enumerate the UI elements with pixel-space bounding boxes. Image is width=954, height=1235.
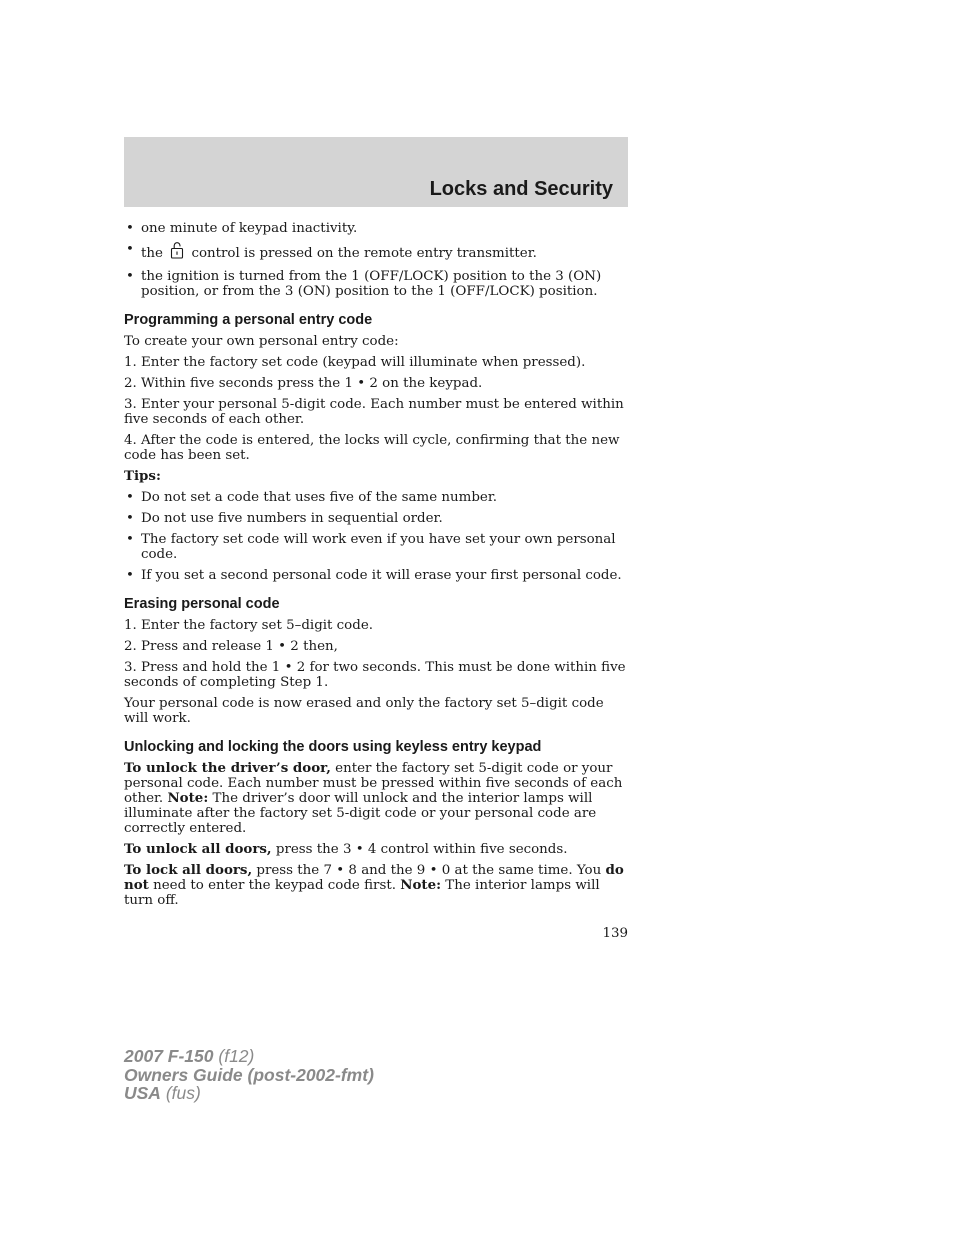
erasing-note: Your personal code is now erased and only the factory set 5–digit code will work. <box>124 696 604 726</box>
section-header-bar <box>124 137 628 207</box>
programming-step: 1. Enter the factory set code (keypad will illuminate when pressed). <box>124 355 586 370</box>
programming-intro: To create your own personal entry code: <box>124 334 399 349</box>
list-item-text: the <box>141 246 163 261</box>
erasing-heading: Erasing personal code <box>124 596 280 612</box>
footer-model-code: (f12) <box>213 1046 255 1066</box>
list-item: • the ignition is turned from the 1 (OFF/LOCK) position to the 3 (ON) position, or from the 3 (ON) position to the 1 (OFF/LOCK) position. <box>124 269 630 299</box>
erasing-step: 3. Press and hold the 1 • 2 for two seconds. This must be done within five seconds of completing Step 1. <box>124 660 626 690</box>
erasing-step: 1. Enter the factory set 5–digit code. <box>124 618 373 633</box>
footer-line-guide <box>124 1066 374 1085</box>
do-not-label: do not <box>124 862 624 893</box>
lock-all-text: press the 7 • 8 and the 9 • 0 at the same time. You <box>252 863 606 878</box>
programming-step: 3. Enter your personal 5-digit code. Each number must be entered within five seconds of each other. <box>124 397 624 427</box>
programming-step: 2. Within five seconds press the 1 • 2 on the keypad. <box>124 376 483 391</box>
tip-item: • Do not set a code that uses five of the same number. <box>124 490 630 505</box>
footer-guide: Owners Guide (post-2002-fmt) <box>124 1064 374 1085</box>
unlock-all-paragraph <box>124 842 630 857</box>
note-label: Note: <box>167 790 209 806</box>
unlock-driver-label: To unlock the driver’s door, <box>124 760 331 776</box>
section-title: Locks and Security <box>429 178 613 200</box>
lock-all-note: The interior lamps will turn off. <box>124 878 600 908</box>
list-item-text: control is pressed on the remote entry transmitter. <box>191 246 537 261</box>
unlock-driver-text: enter the factory set 5-digit code or your personal code. Each number must be pressed within five seconds of each other. <box>124 761 623 806</box>
page-content <box>124 221 630 914</box>
footer-market: USA <box>124 1083 161 1103</box>
lock-all-paragraph <box>124 863 630 908</box>
footer <box>124 1047 374 1103</box>
unlock-all-text: press the 3 • 4 control within five seconds. <box>271 842 568 857</box>
note-label: Note: <box>400 877 442 893</box>
footer-line-market <box>124 1084 374 1103</box>
footer-market-code: (fus) <box>160 1083 201 1103</box>
intro-bullet-list <box>124 221 630 299</box>
remote-unlock-icon <box>169 242 185 263</box>
programming-step: 4. After the code is entered, the locks will cycle, confirming that the new code has been set. <box>124 433 620 463</box>
page-number: 139 <box>602 926 628 941</box>
tips-list <box>124 490 630 583</box>
footer-model: 2007 F-150 <box>124 1046 214 1066</box>
unlock-all-label: To unlock all doors, <box>124 841 272 857</box>
tips-label: Tips: <box>124 468 161 484</box>
unlock-driver-paragraph <box>124 761 630 836</box>
tip-item: • Do not use five numbers in sequential order. <box>124 511 630 526</box>
lock-all-label: To lock all doors, <box>124 862 253 878</box>
keypad-heading: Unlocking and locking the doors using keyless entry keypad <box>124 739 542 755</box>
tip-item: • The factory set code will work even if you have set your own personal code. <box>124 532 630 562</box>
list-item: • one minute of keypad inactivity. <box>124 221 630 236</box>
list-item <box>124 242 630 263</box>
erasing-step: 2. Press and release 1 • 2 then, <box>124 639 338 654</box>
lock-all-text-2: need to enter the keypad code first. <box>148 878 401 893</box>
footer-line-model <box>124 1047 374 1066</box>
programming-heading: Programming a personal entry code <box>124 312 373 328</box>
tip-item: • If you set a second personal code it will erase your first personal code. <box>124 568 630 583</box>
unlock-driver-note: The driver’s door will unlock and the interior lamps will illuminate after the factory set 5-digit code or your personal code are correctly entered. <box>124 791 597 836</box>
